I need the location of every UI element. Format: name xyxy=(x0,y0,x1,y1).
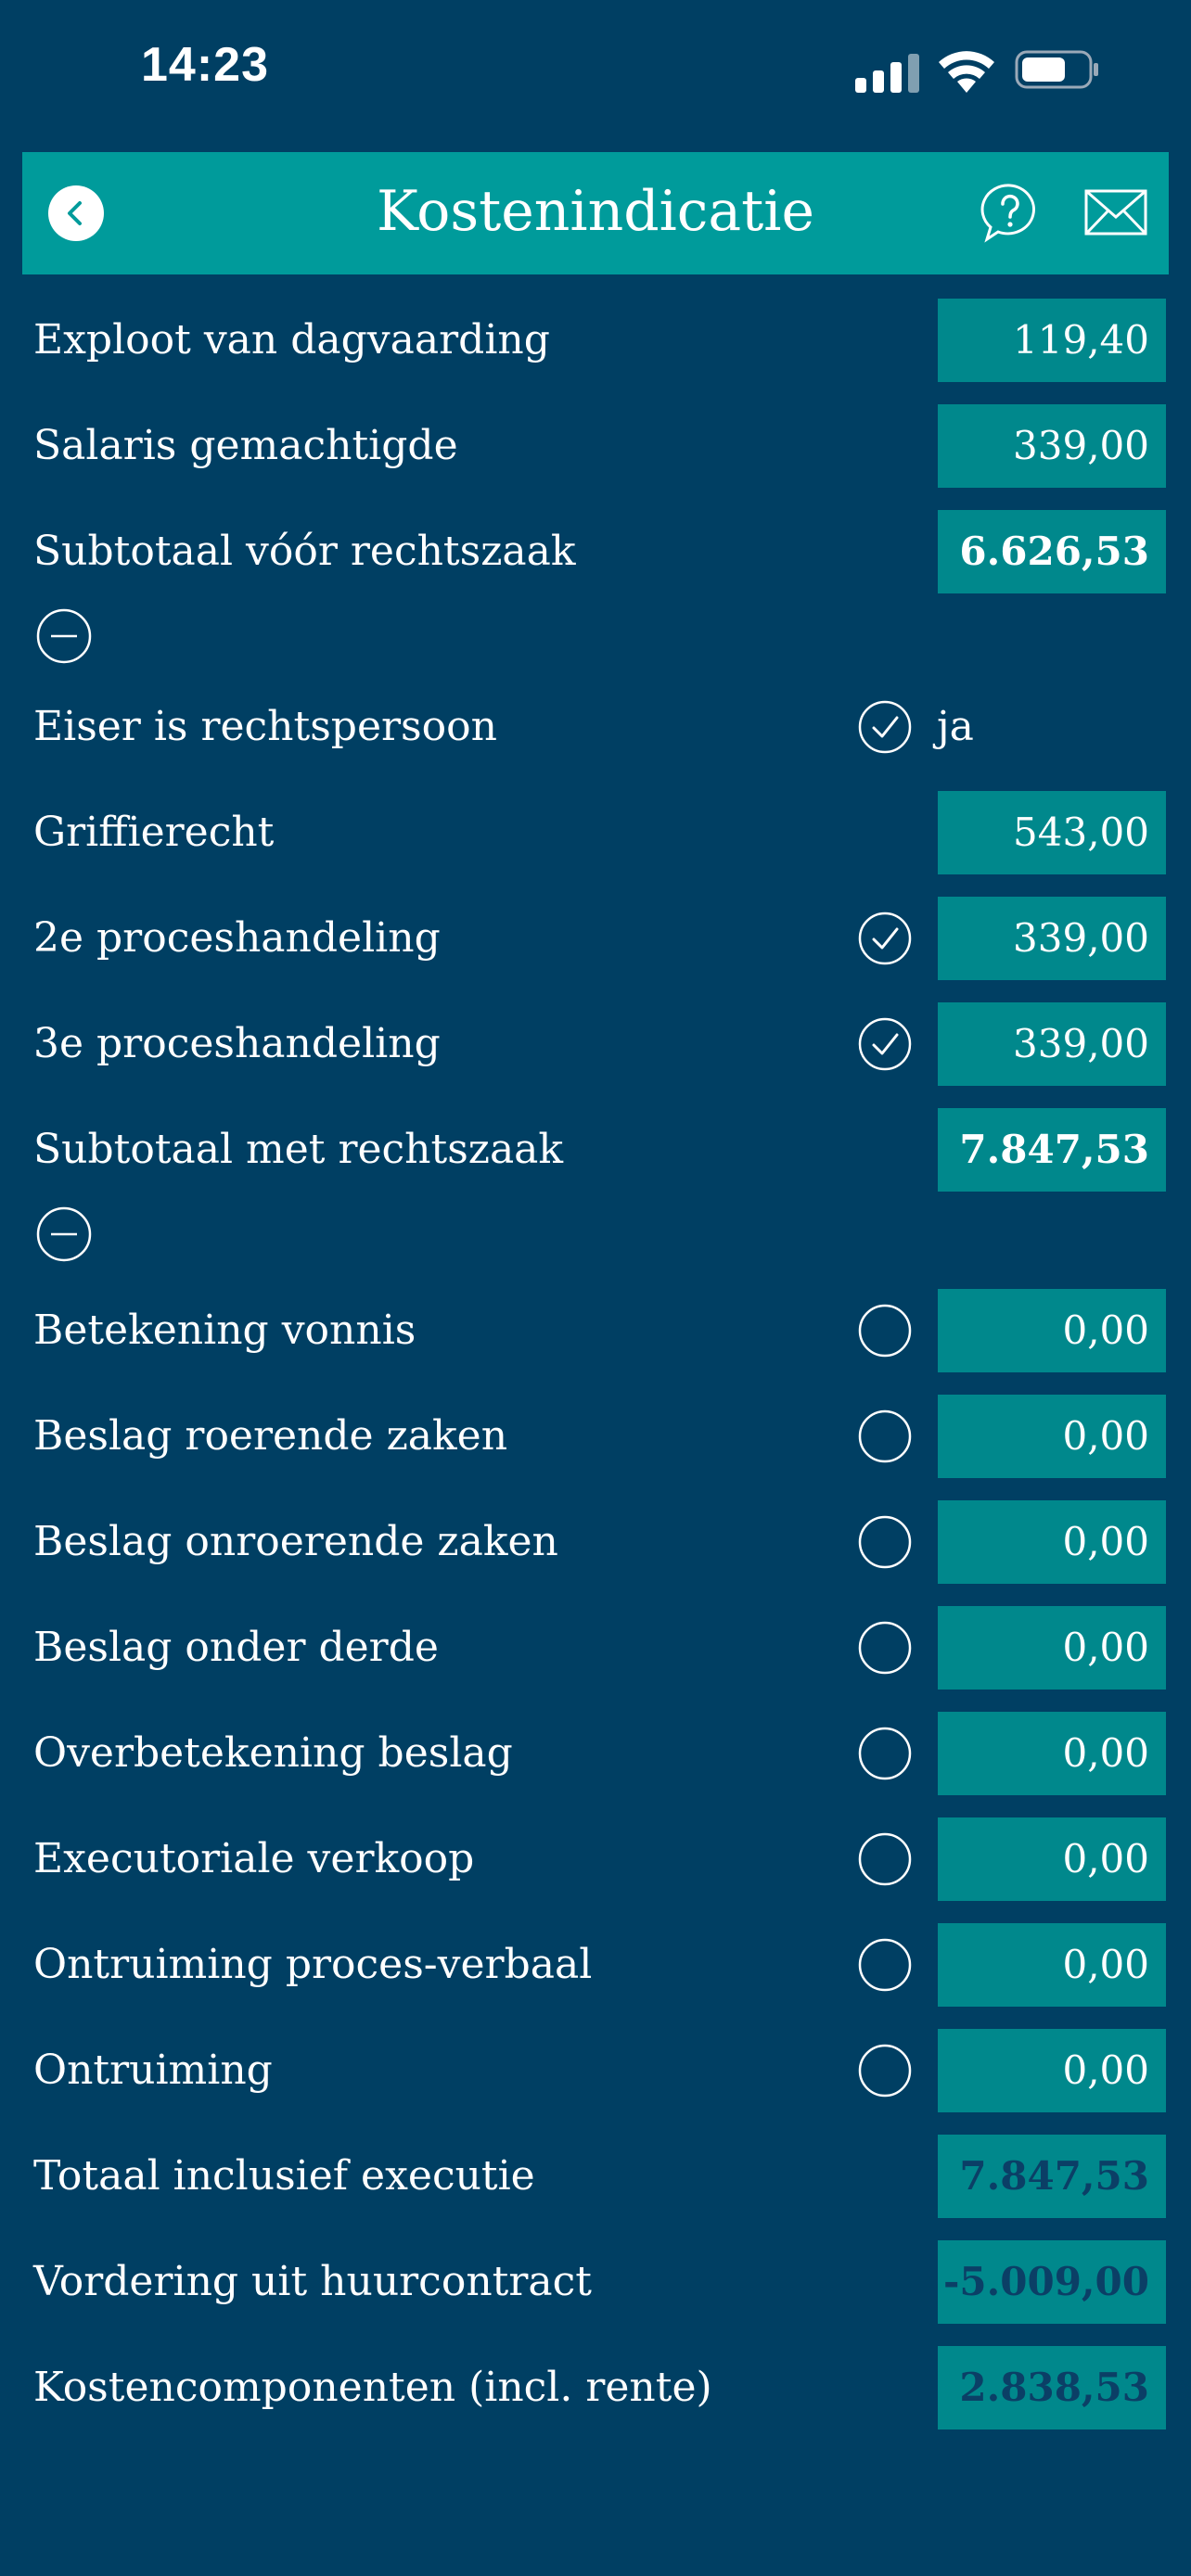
row-beslag-onroerende xyxy=(0,1500,1191,1584)
empty-circle-icon[interactable] xyxy=(857,1620,913,1676)
row-label: Vordering uit huurcontract xyxy=(33,2258,592,2305)
status-time: 14:23 xyxy=(141,38,269,92)
value-field[interactable]: 339,00 xyxy=(938,1002,1166,1086)
value-field[interactable]: 339,00 xyxy=(938,404,1166,488)
nav-header xyxy=(22,152,1169,274)
row-label: Totaal inclusief executie xyxy=(33,2152,535,2200)
question-bubble-icon xyxy=(982,185,1033,239)
row-2e-proceshandeling xyxy=(0,897,1191,980)
row-label: Beslag onroerende zaken xyxy=(33,1518,558,1565)
status-bar xyxy=(0,0,1191,148)
row-label: 2e proceshandeling xyxy=(33,914,441,962)
row-betekening-vonnis xyxy=(0,1289,1191,1372)
help-button[interactable] xyxy=(978,180,1043,245)
row-label: Betekening vonnis xyxy=(33,1307,416,1354)
empty-circle-icon[interactable] xyxy=(857,1831,913,1887)
row-griffierecht xyxy=(0,791,1191,874)
row-totaal-executie xyxy=(0,2135,1191,2218)
row-label: Subtotaal met rechtszaak xyxy=(33,1126,564,1173)
value-field[interactable]: 0,00 xyxy=(938,1923,1166,2007)
row-vordering-huurcontract xyxy=(0,2240,1191,2324)
mail-button[interactable] xyxy=(1083,187,1148,239)
value-field[interactable]: 0,00 xyxy=(938,1817,1166,1901)
empty-circle-icon[interactable] xyxy=(857,1514,913,1570)
battery-icon xyxy=(1015,50,1100,89)
row-beslag-onder-derde xyxy=(0,1606,1191,1690)
eiser-answer: ja xyxy=(937,703,974,750)
row-label: Beslag roerende zaken xyxy=(33,1412,508,1460)
row-kostencomponenten xyxy=(0,2346,1191,2429)
row-label: Eiser is rechtspersoon xyxy=(33,703,497,750)
cellular-signal-icon xyxy=(855,52,920,93)
row-3e-proceshandeling xyxy=(0,1002,1191,1086)
row-label: Executoriale verkoop xyxy=(33,1835,475,1882)
row-label: Salaris gemachtigde xyxy=(33,422,458,469)
envelope-icon xyxy=(1086,191,1146,234)
row-subtotaal-voor xyxy=(0,510,1191,593)
value-field[interactable]: 0,00 xyxy=(938,1500,1166,1584)
empty-circle-icon[interactable] xyxy=(857,1409,913,1464)
minus-circle-icon[interactable] xyxy=(35,1205,93,1263)
row-ontruiming-pv xyxy=(0,1923,1191,2007)
row-exploot xyxy=(0,299,1191,382)
row-executoriale-verkoop xyxy=(0,1817,1191,1901)
minus-circle-icon[interactable] xyxy=(35,607,93,665)
row-ontruiming xyxy=(0,2029,1191,2112)
row-subtotaal-met xyxy=(0,1108,1191,1192)
page-title: Kostenindicatie xyxy=(376,179,814,244)
row-label: Exploot van dagvaarding xyxy=(33,316,550,363)
row-eiser-rechtspersoon xyxy=(0,685,1191,769)
value-field[interactable]: 339,00 xyxy=(938,897,1166,980)
empty-circle-icon[interactable] xyxy=(857,2043,913,2098)
subtotal-value: 6.626,53 xyxy=(938,510,1166,593)
value-field[interactable]: 543,00 xyxy=(938,791,1166,874)
empty-circle-icon[interactable] xyxy=(857,1303,913,1358)
value-field[interactable]: 0,00 xyxy=(938,1395,1166,1478)
row-beslag-roerende xyxy=(0,1395,1191,1478)
row-label: Ontruiming xyxy=(33,2047,273,2094)
check-circle-icon[interactable] xyxy=(857,1016,913,1072)
value-field[interactable]: 0,00 xyxy=(938,2029,1166,2112)
check-circle-icon[interactable] xyxy=(857,699,913,755)
value-field[interactable]: 119,40 xyxy=(938,299,1166,382)
value-field[interactable]: 0,00 xyxy=(938,1712,1166,1795)
row-label: Overbetekening beslag xyxy=(33,1729,513,1777)
row-label: Subtotaal vóór rechtszaak xyxy=(33,528,576,575)
row-label: Beslag onder derde xyxy=(33,1624,439,1671)
total-value: -5.009,00 xyxy=(938,2240,1166,2324)
empty-circle-icon[interactable] xyxy=(857,1937,913,1993)
value-field[interactable]: 0,00 xyxy=(938,1289,1166,1372)
row-label: Kostencomponenten (incl. rente) xyxy=(33,2364,712,2411)
row-overbetekening xyxy=(0,1712,1191,1795)
wifi-icon xyxy=(937,46,996,95)
row-label: 3e proceshandeling xyxy=(33,1020,441,1067)
row-salaris xyxy=(0,404,1191,488)
total-value: 7.847,53 xyxy=(938,2135,1166,2218)
row-label: Griffierecht xyxy=(33,809,275,856)
check-circle-icon[interactable] xyxy=(857,911,913,966)
empty-circle-icon[interactable] xyxy=(857,1726,913,1781)
total-value: 2.838,53 xyxy=(938,2346,1166,2429)
row-label: Ontruiming proces-verbaal xyxy=(33,1941,593,1988)
subtotal-value: 7.847,53 xyxy=(938,1108,1166,1192)
value-field[interactable]: 0,00 xyxy=(938,1606,1166,1690)
